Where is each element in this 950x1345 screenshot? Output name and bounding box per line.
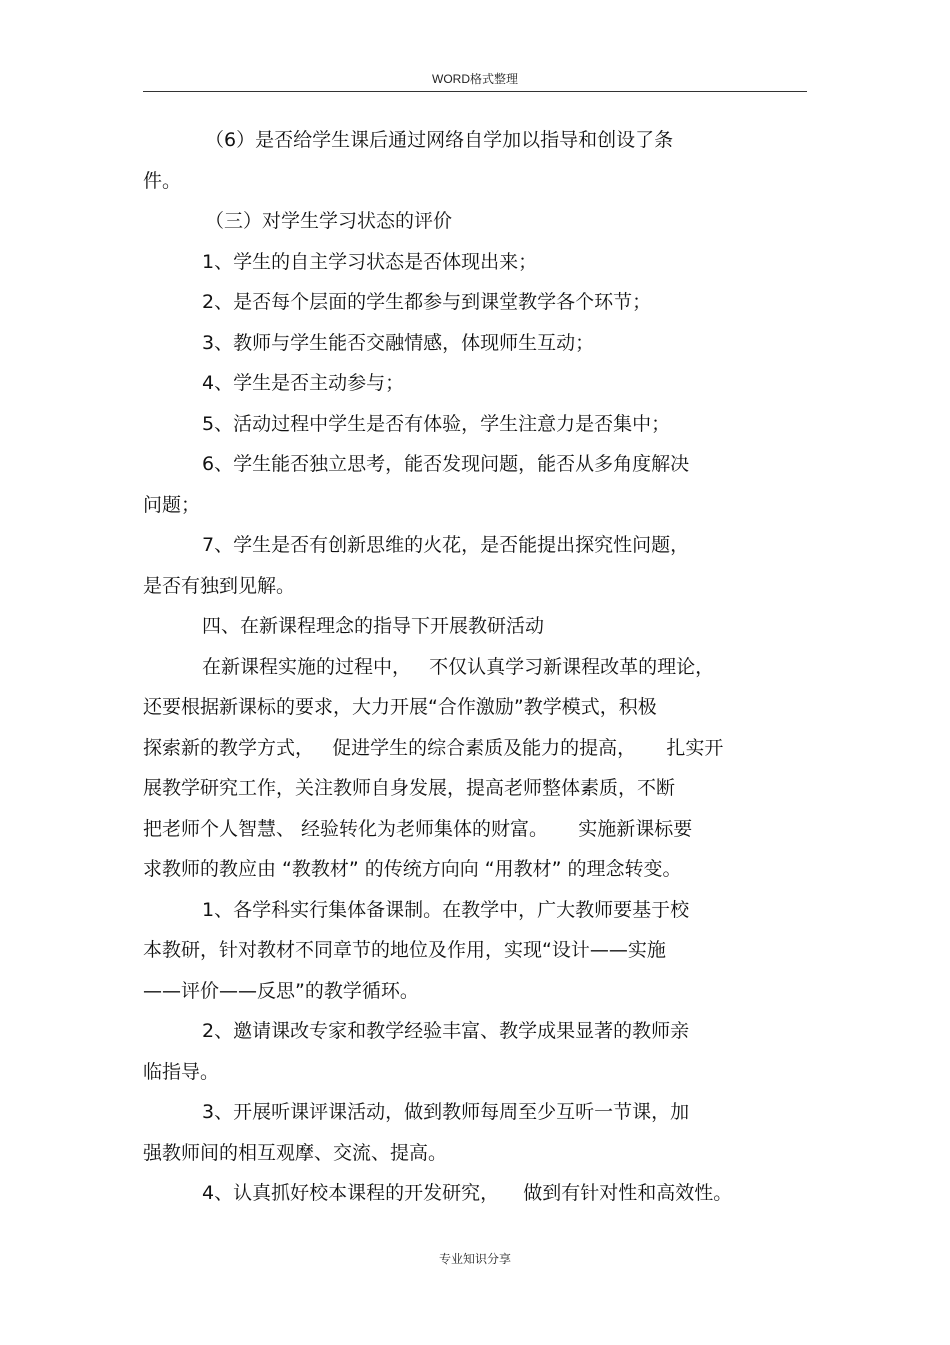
text-line: 5、活动过程中学生是否有体验，学生注意力是否集中； (202, 412, 671, 435)
document-body (143, 120, 807, 1214)
text-line: 强教师间的相互观摩、交流、提高。 (143, 1141, 448, 1164)
text-line: 7、学生是否有创新思维的火花，是否能提出探究性问题， (202, 534, 690, 556)
text-line: （6）是否给学生课后通过网络自学加以指导和创设了条 (205, 129, 674, 151)
text-line: 1、学生的自主学习状态是否体现出来； (202, 250, 538, 273)
header-divider (143, 91, 807, 92)
text-line: 还要根据新课标的要求，大力开展“合作激励”教学模式，积极 (143, 696, 657, 718)
section-heading: （三）对学生学习状态的评价 (205, 210, 453, 232)
text-line: 2、邀请课改专家和教学经验丰富、教学成果显著的教师亲 (202, 1020, 690, 1042)
text-line: 6、学生能否独立思考，能否发现问题，能否从多角度解决 (202, 453, 690, 475)
text-line: 是否有独到见解。 (143, 574, 296, 597)
section-heading: 四、在新课程理念的指导下开展教研活动 (202, 615, 545, 637)
text-line: 求教师的教应由 “教教材” 的传统方向向 “用教材” 的理念转变。 (143, 858, 682, 880)
text-line: 临指导。 (143, 1060, 220, 1083)
text-line: 4、认真抓好校本课程的开发研究， 做到有针对性和高效性。 (202, 1182, 733, 1204)
text-line: 展教学研究工作，关注教师自身发展，提高老师整体素质，不断 (143, 777, 676, 799)
text-line: 问题； (143, 493, 201, 516)
text-line: 1、各学科实行集体备课制。在教学中，广大教师要基于校 (202, 898, 690, 921)
page-footer: 专业知识分享 (438, 1252, 511, 1266)
text-line: 探索新的教学方式， 促进学生的综合素质及能力的提高， 扎实开 (143, 736, 724, 759)
text-line: 把老师个人智慧、 经验转化为老师集体的财富。 实施新课标要 (143, 817, 693, 840)
text-line: 本教研，针对教材不同章节的地位及作用，实现“设计——实施 (143, 939, 666, 961)
text-line: 在新课程实施的过程中， 不仅认真学习新课程改革的理论， (202, 655, 715, 678)
text-line: 2、是否每个层面的学生都参与到课堂教学各个环节； (202, 291, 652, 313)
text-line: 件。 (143, 169, 182, 192)
text-line: 3、教师与学生能否交融情感，体现师生互动； (202, 331, 595, 354)
text-line: ——评价——反思”的教学循环。 (143, 979, 419, 1002)
text-line: 4、学生是否主动参与； (202, 372, 405, 394)
text-line: 3、开展听课评课活动，做到教师每周至少互听一节课，加 (202, 1101, 690, 1123)
page-header-title: WORD格式整理 (432, 72, 518, 86)
